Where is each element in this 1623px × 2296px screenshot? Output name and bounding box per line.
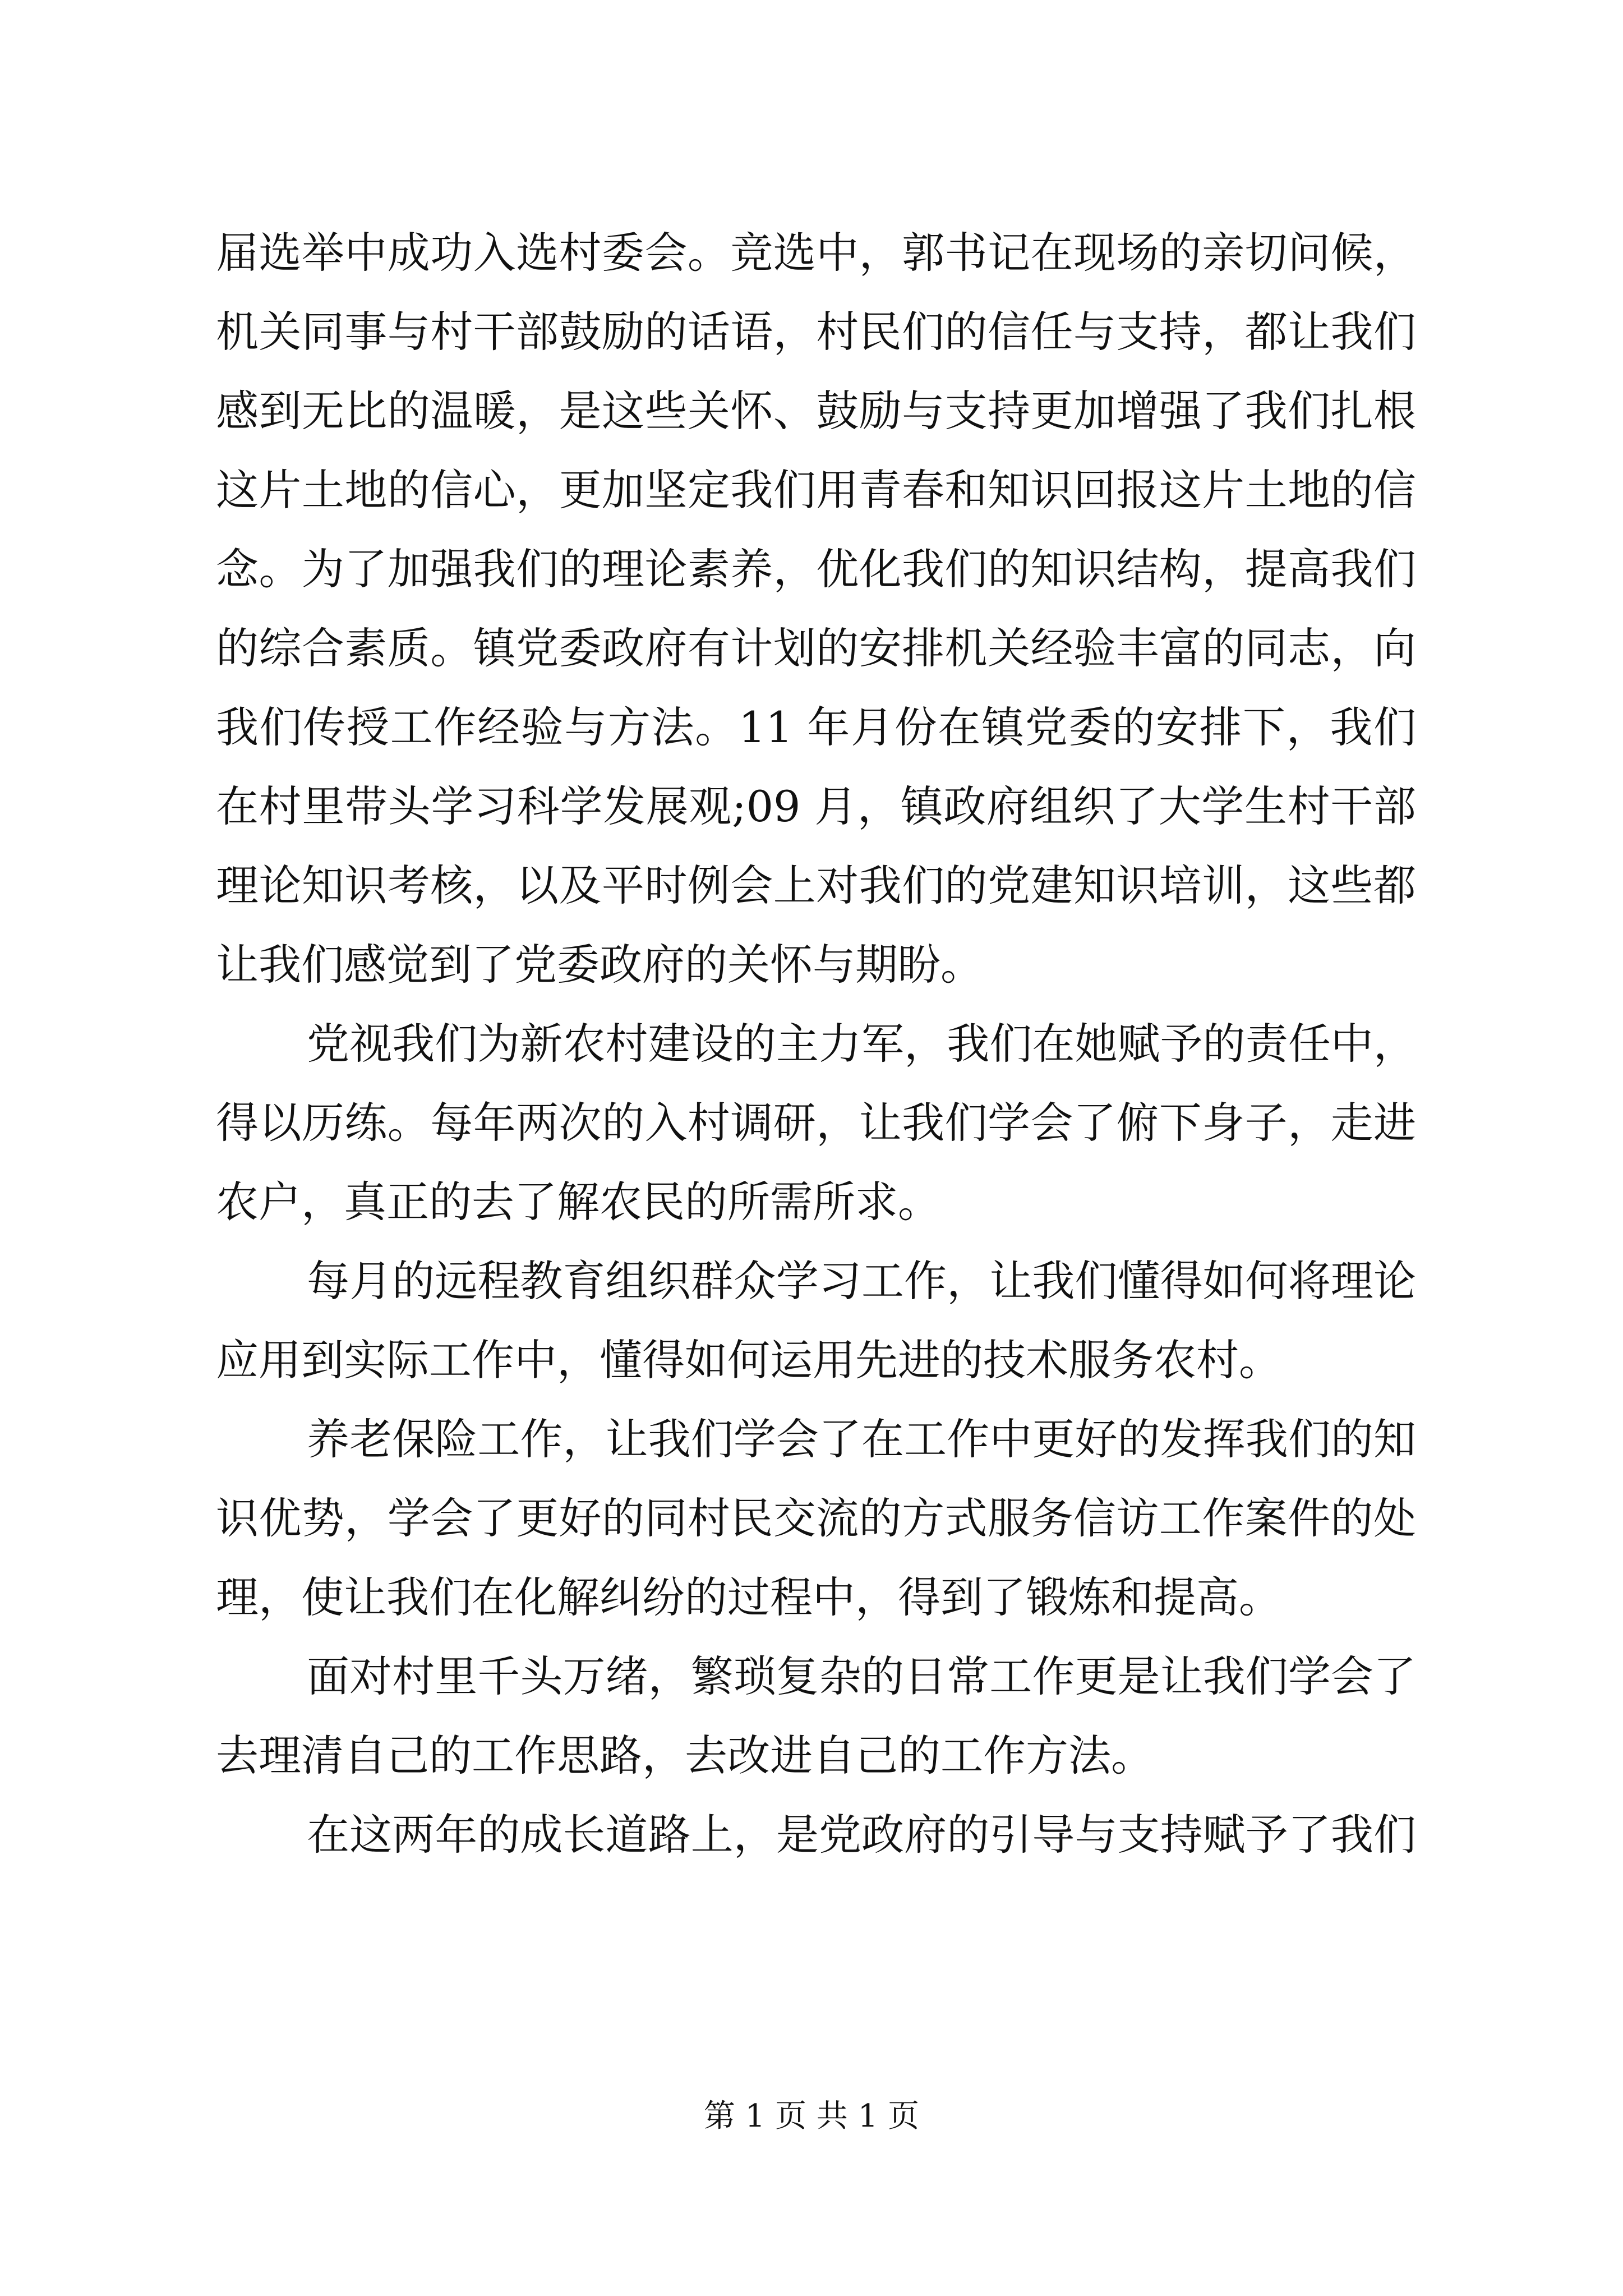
text-line: 让我们感觉到了党委政府的关怀与期盼。 xyxy=(216,940,983,990)
text-line: 得以历练。每年两次的入村调研，让我们学会了俯下身子，走进 xyxy=(216,1098,1416,1148)
text-line: 在这两年的成长道路上，是党政府的引导与支持赋予了我们 xyxy=(307,1810,1416,1860)
text-line: 农户，真正的去了解农民的所需所求。 xyxy=(216,1177,940,1227)
text-line: 理论知识考核，以及平时例会上对我们的党建知识培训，这些都 xyxy=(216,861,1416,910)
document-body xyxy=(216,213,1416,1874)
text-line: 识优势，学会了更好的同村民交流的方式服务信访工作案件的处 xyxy=(216,1493,1416,1543)
text-line: 机关同事与村干部鼓励的话语，村民们的信任与支持，都让我们 xyxy=(216,307,1416,357)
text-line: 面对村里千头万绪，繁琐复杂的日常工作更是让我们学会了 xyxy=(307,1651,1416,1701)
text-line: 的综合素质。镇党委政府有计划的安排机关经验丰富的同志，向 xyxy=(216,623,1416,673)
text-line: 念。为了加强我们的理论素养，优化我们的知识结构，提高我们 xyxy=(216,544,1416,594)
text-line: 每月的远程教育组织群众学习工作，让我们懂得如何将理论 xyxy=(307,1256,1416,1306)
text-line: 我们传授工作经验与方法。11 年月份在镇党委的安排下，我们 xyxy=(216,702,1416,752)
text-line: 这片土地的信心，更加坚定我们用青春和知识回报这片土地的信 xyxy=(216,465,1416,515)
text-line: 养老保险工作，让我们学会了在工作中更好的发挥我们的知 xyxy=(307,1414,1416,1464)
text-line: 党视我们为新农村建设的主力军，我们在她赋予的责任中， xyxy=(307,1019,1416,1069)
text-line: 应用到实际工作中，懂得如何运用先进的技术服务农村。 xyxy=(216,1335,1281,1385)
text-line: 在村里带头学习科学发展观;09 月，镇政府组织了大学生村干部 xyxy=(216,781,1416,831)
text-line: 感到无比的温暖，是这些关怀、鼓励与支持更加增强了我们扎根 xyxy=(216,386,1416,436)
text-line: 届选举中成功入选村委会。竞选中，郭书记在现场的亲切问候， xyxy=(216,228,1416,278)
page-footer: 第 1 页 共 1 页 xyxy=(703,2098,920,2134)
text-line: 理，使让我们在化解纠纷的过程中，得到了锻炼和提高。 xyxy=(216,1572,1281,1622)
text-line: 去理清自己的工作思路，去改进自己的工作方法。 xyxy=(216,1731,1154,1780)
